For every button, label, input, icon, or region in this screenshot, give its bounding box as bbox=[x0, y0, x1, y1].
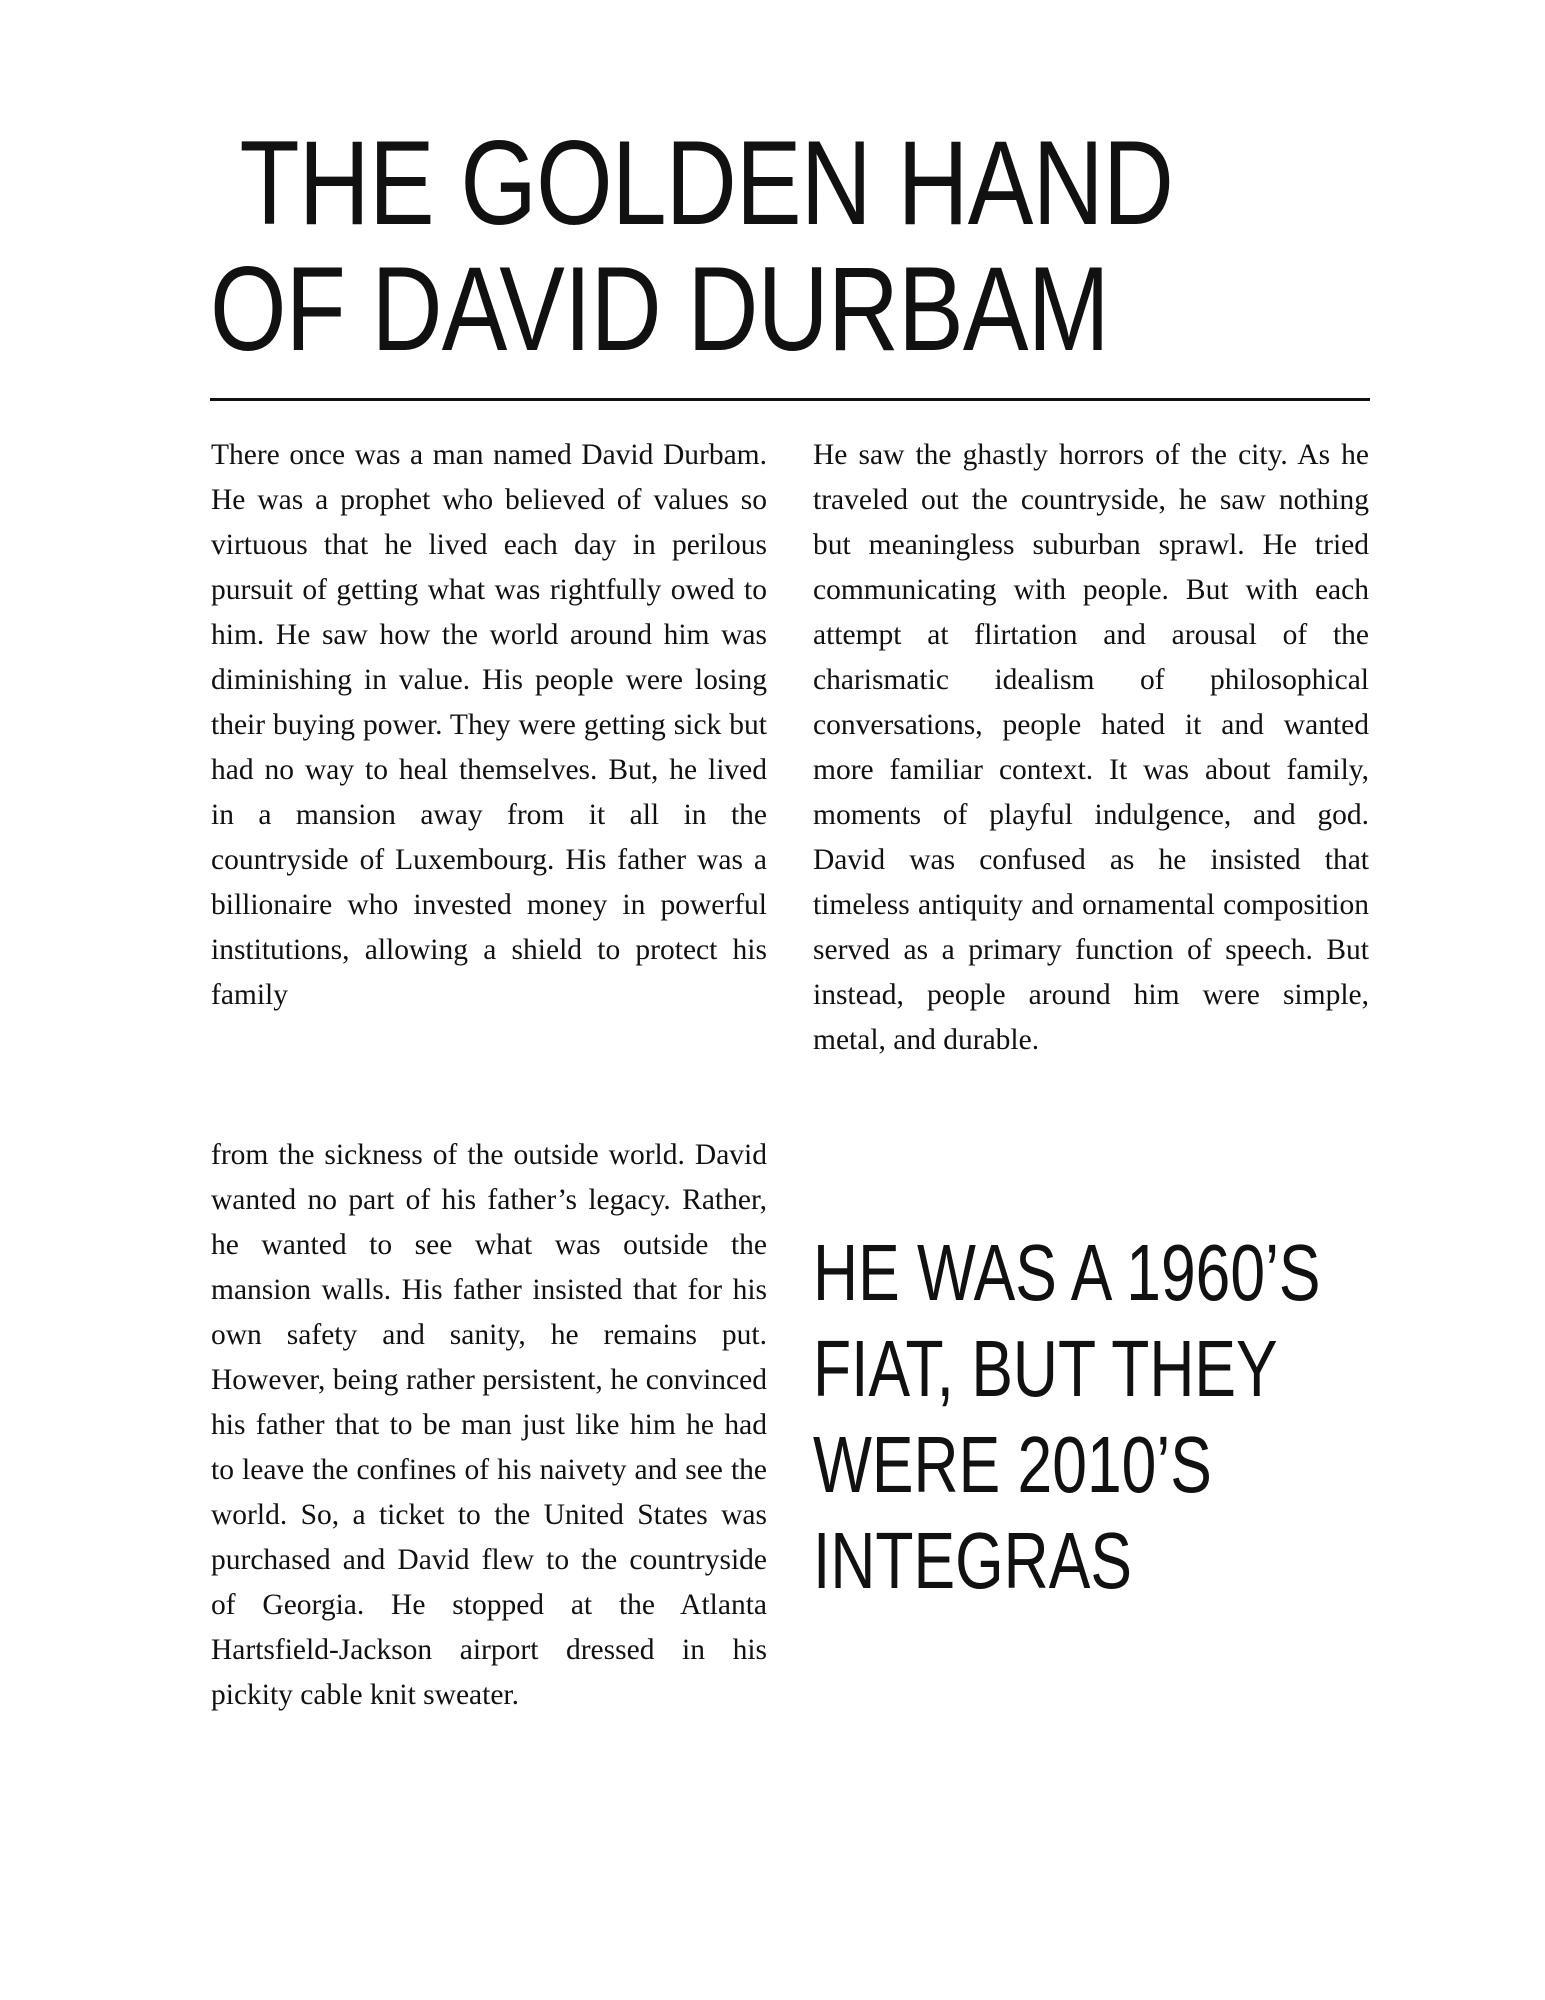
left-column-paragraph-1: There once was a man named David Durbam. He was a prophet who believed of values so virtuous that he lived each day in perilous pursuit of getting what was rightfully owed to him. He saw how the world around him was diminishing in value. His people were losing their buying power. They were getting sick but had no way to heal themselves. But, he lived in a mansion away from it all in the countryside of Luxembourg. His father was a billionaire who invested money in powerful institutions, allowing a shield to protect his family bbox=[211, 439, 767, 1011]
left-column-paragraph-2: from the sickness of the outside world. David wanted no part of his father’s legacy. Rather, he wanted to see what was outside the mansion walls. His father insisted that for his own safety and sanity, he remains put. However, being rather persistent, he convinced his father that to be man just like him he had to leave the confines of his naivety and see the world. So, a ticket to the United States was purchased and David flew to the countryside of Georgia. He stopped at the Atlanta Hartsfield-Jackson airport dressed in his pickity cable knit sweater. bbox=[211, 1139, 767, 1711]
pull-quote: HE WAS A 1960’S FIAT, BUT THEY WERE 2010’S INTEGRAS bbox=[813, 1228, 1321, 1605]
headline-line-2: OF DAVID DURBAM bbox=[210, 242, 1109, 376]
right-column-paragraph: He saw the ghastly horrors of the city. As he traveled out the countryside, he saw nothing but meaningless suburban sprawl. He tried communicating with people. But with each attempt at flirtation and arousal of the charismatic idealism of philosophical conversations, people hated it and wanted more familiar context. It was about family, moments of playful indulgence, and god. David was confused as he insisted that timeless antiquity and ornamental composition served as a primary function of speech. But instead, people around him were simple, metal, and durable. bbox=[813, 439, 1369, 1056]
headline-line-1: THE GOLDEN HAND bbox=[239, 116, 1174, 250]
headline-divider bbox=[210, 398, 1370, 401]
article-headline bbox=[210, 116, 1174, 376]
